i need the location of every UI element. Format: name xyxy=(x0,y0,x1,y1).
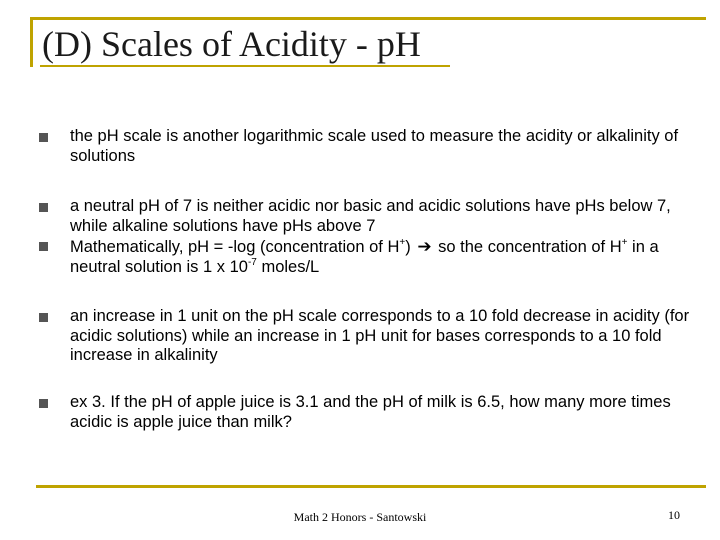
square-bullet-icon xyxy=(39,399,48,408)
left-gold-rule xyxy=(30,17,33,67)
exponent-superscript: -7 xyxy=(247,256,257,268)
bullet-2-text: a neutral pH of 7 is neither acidic nor basic and acidic solutions have pHs below 7, while alkaline solutions have pHs above 7 xyxy=(70,197,671,235)
right-arrow-icon: ➔ xyxy=(417,237,432,256)
square-bullet-icon xyxy=(39,203,48,212)
h-plus-superscript: + xyxy=(399,237,406,248)
page-number: 10 xyxy=(668,508,680,522)
bullet-3-text xyxy=(70,237,696,277)
bullet-3-part-1: Mathematically, pH = -log (concentration of H xyxy=(70,238,400,256)
top-gold-rule xyxy=(30,17,706,20)
bullet-3-part-3: so the concentration of H xyxy=(433,238,622,256)
h-plus-superscript: + xyxy=(621,237,628,248)
bullet-5-text: ex 3. If the pH of apple juice is 3.1 and the pH of milk is 6.5, how many more times acidic is apple juice than milk? xyxy=(70,393,671,431)
square-bullet-icon xyxy=(39,313,48,322)
bullet-4-text: an increase in 1 unit on the pH scale corresponds to a 10 fold decrease in acidity (for acidic solutions) while an increase in 1 pH unit for bases corresponds to a 10 fold increase in alkalinity xyxy=(70,307,690,364)
bullet-1-text: the pH scale is another logarithmic scale used to measure the acidity or alkalinity of solutions xyxy=(70,127,679,165)
bullet-3-part-5: moles/L xyxy=(256,257,320,276)
bullet-3-part-4: in a neutral solution is 1 x 10 xyxy=(70,238,659,276)
footer-author: Math 2 Honors - Santowski xyxy=(293,510,427,524)
footer-gold-rule xyxy=(36,485,706,488)
square-bullet-icon xyxy=(39,133,48,142)
bullet-3-part-2: ) xyxy=(405,238,411,256)
slide-title: (D) Scales of Acidity - pH xyxy=(42,24,421,64)
square-bullet-icon xyxy=(39,242,48,251)
title-underline xyxy=(40,65,450,67)
